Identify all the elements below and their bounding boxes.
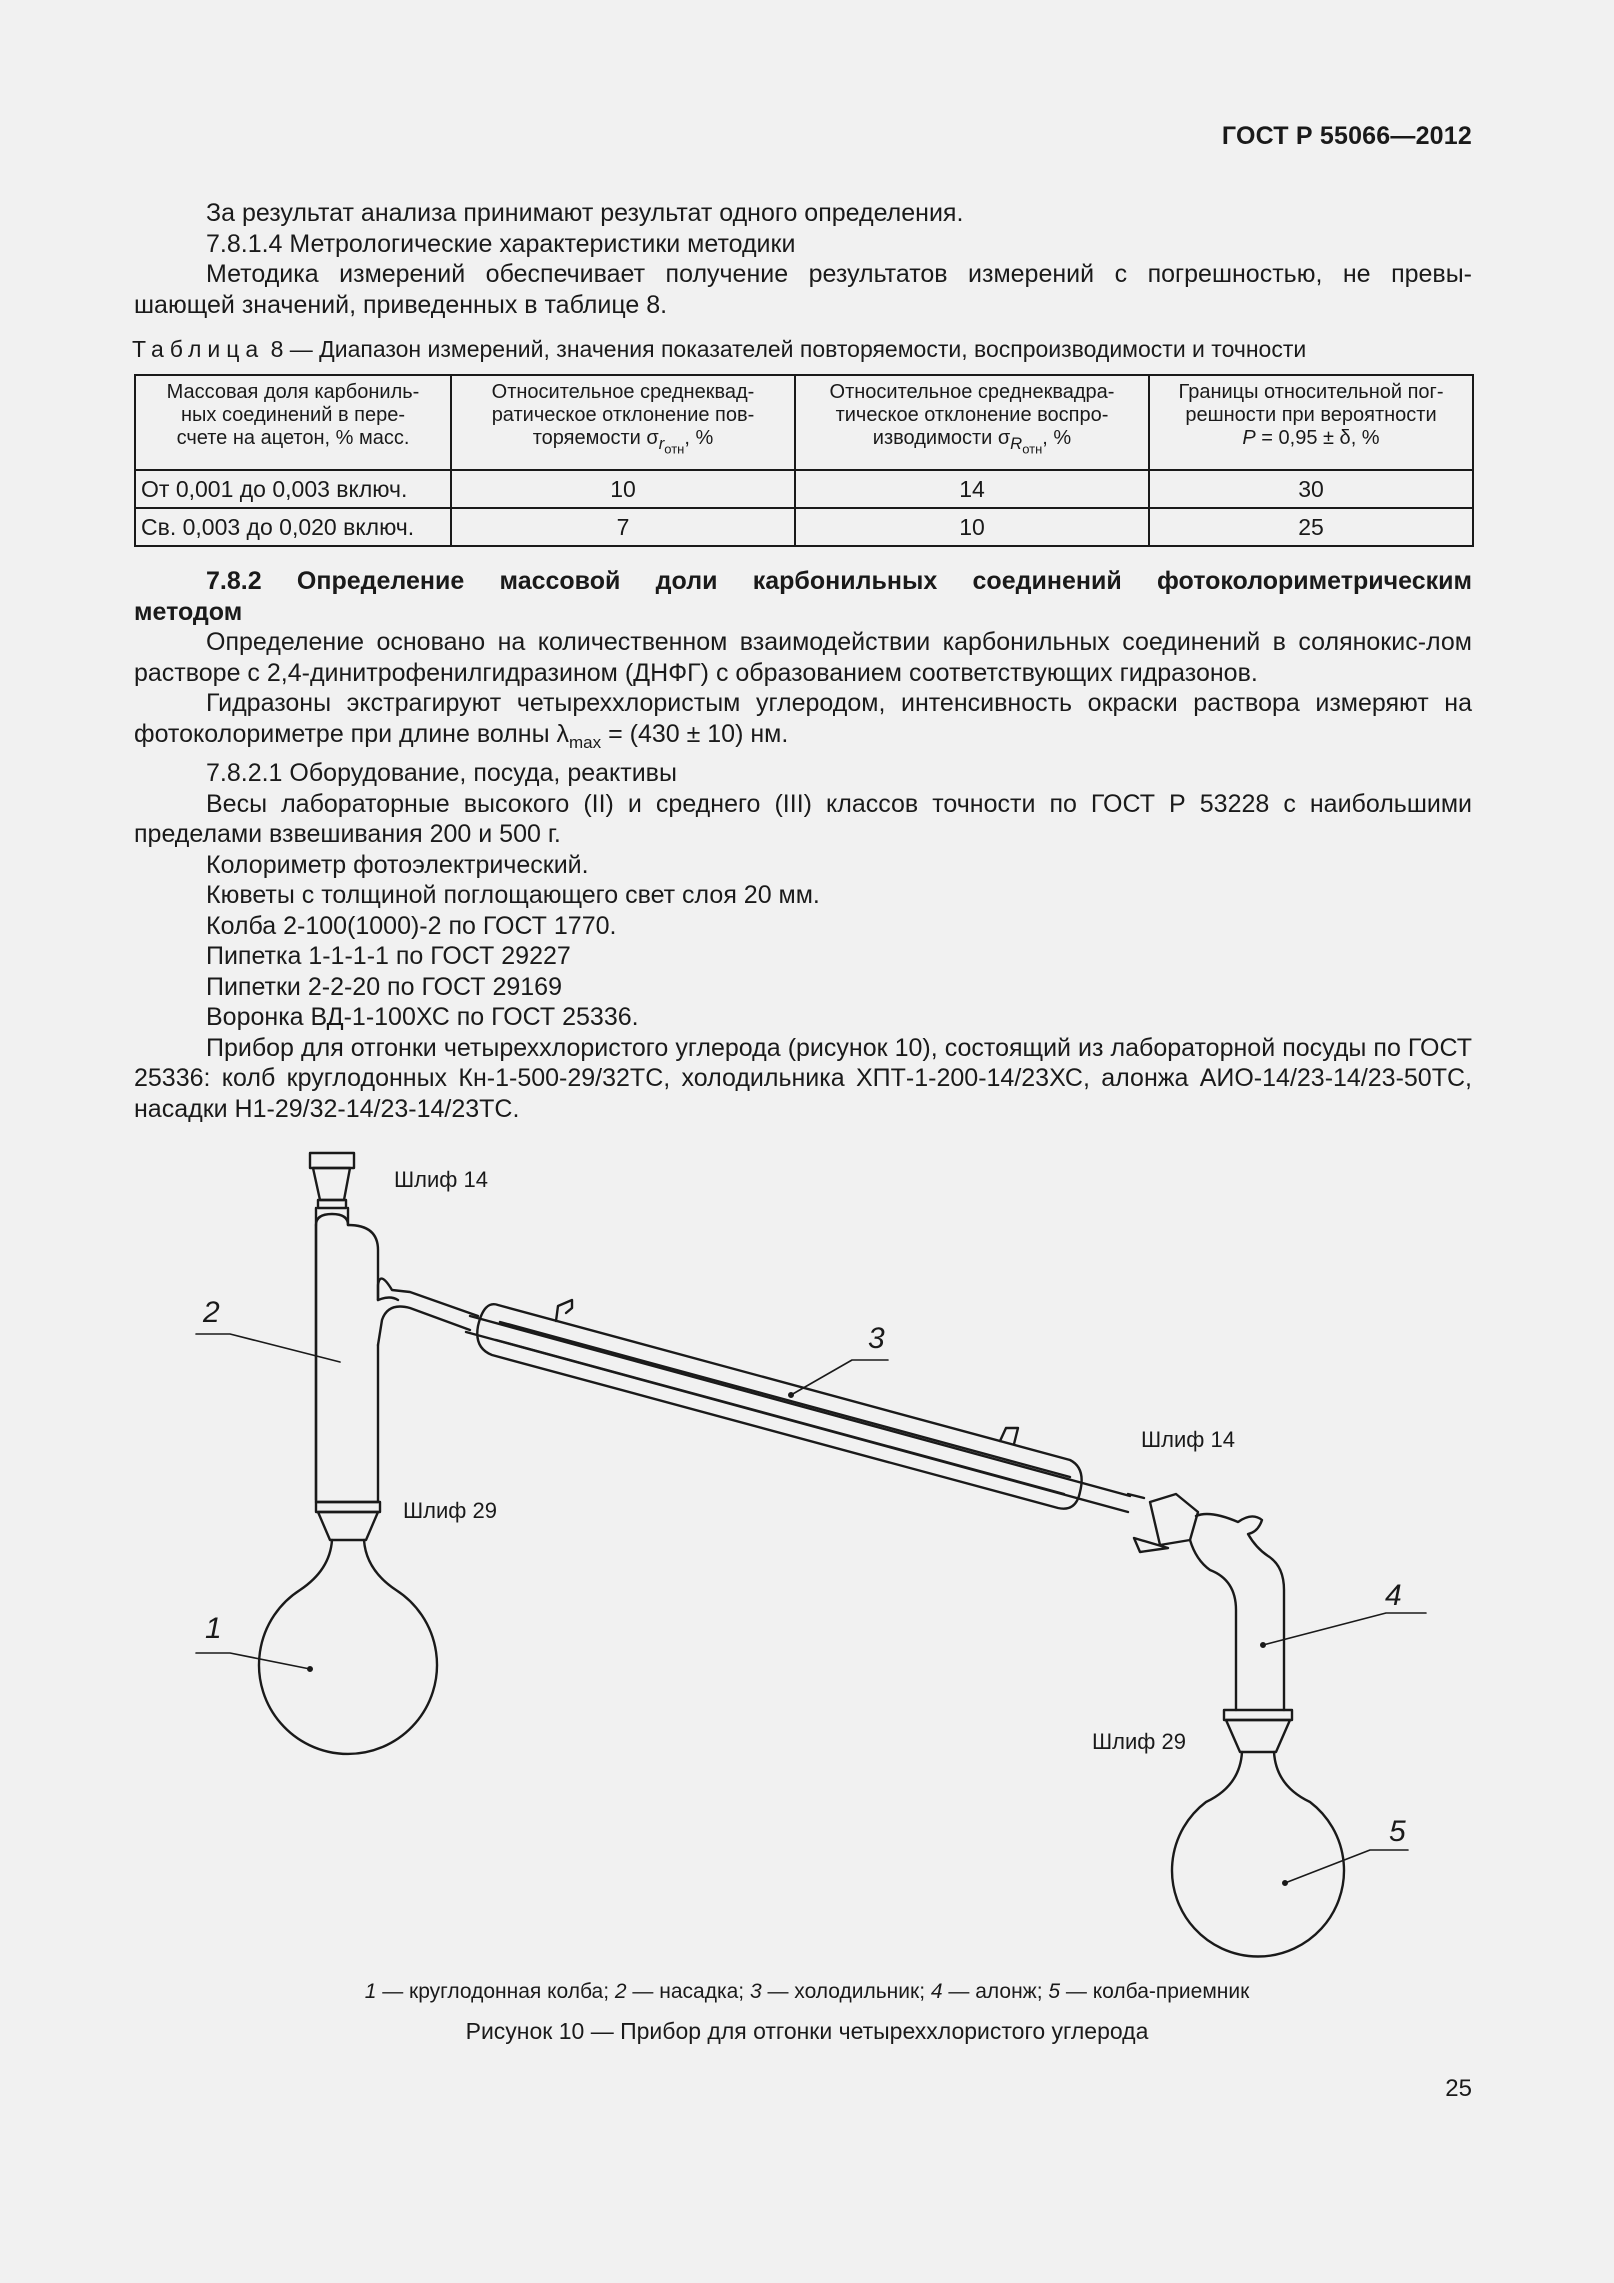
paragraph: шающей значений, приведенных в таблице 8. — [134, 290, 668, 319]
table-cell: 7 — [451, 508, 795, 546]
table-header-cell: Массовая доля карбониль- ных соединений в пере- счете на ацетон, % масс. — [135, 375, 451, 470]
label-joint-14-top: Шлиф 14 — [394, 1167, 488, 1192]
still-head — [316, 1208, 478, 1502]
standard-number: ГОСТ Р 55066—2012 — [1221, 122, 1472, 150]
table-header-cell: Относительное среднеквад- ратическое отклонение пов- торяемости $\sigma_{r_{отн}}$, % — [451, 375, 795, 470]
list-item: Колба 2-100(1000)-2 по ГОСТ 1770. — [206, 911, 617, 940]
leader-lines — [196, 1334, 1426, 1883]
figure-caption: Рисунок 10 — Прибор для отгонки четыреххлористого углерода — [465, 2018, 1149, 2044]
table-cell: От 0,001 до 0,003 включ. — [135, 470, 451, 508]
stopper-icon — [310, 1153, 354, 1208]
callout-5: 5 — [1389, 1815, 1406, 1848]
table-cell: 10 — [451, 470, 795, 508]
table-header-cell: Относительное среднеквадра- тическое отклонение воспро- изводимости $\sigma_{R_{отн}}$, % — [795, 375, 1149, 470]
paragraph: Методика измерений обеспечивает получение результатов измерений с погрешностью, не превы- — [206, 260, 1472, 288]
paragraph: Гидразоны экстрагируют четыреххлористым углеродом, интенсивность окраски раствора измеряют на фотоколориметре при длине волны $\lambda_{max} = (430 \pm 10)$ нм. — [134, 689, 1472, 752]
paragraph: Прибор для отгонки четыреххлористого углерода (рисунок 10), состоящий из лабораторной посуды по ГОСТ 25336: колб круглодонных Кн-1-500-29/32ТС, холодильника ХПТ-1-200-14/23ХС, алонжа АИО-14/23-14/23-50ТС, насадки Н1-29/32-14/23-14/23ТС. — [134, 1033, 1472, 1123]
section-heading-cont: методом — [134, 597, 243, 626]
subsection-heading: 7.8.2.1 Оборудование, посуда, реактивы — [206, 759, 677, 787]
round-flask-left — [259, 1540, 437, 1754]
subsection-heading: 7.8.1.4 Метрологические характеристики методики — [206, 229, 796, 258]
list-item: Пипетки 2-2-20 по ГОСТ 29169 — [206, 972, 562, 1001]
condenser — [466, 1300, 1130, 1512]
paragraph: За результат анализа принимают результат одного определения. — [206, 199, 964, 227]
list-item: Пипетка 1-1-1-1 по ГОСТ 29227 — [206, 942, 571, 970]
callout-2: 2 — [203, 1296, 220, 1329]
list-item: Колориметр фотоэлектрический. — [206, 850, 589, 879]
callout-4: 4 — [1385, 1579, 1402, 1612]
table-cell: 14 — [795, 470, 1149, 508]
table-header-cell: Границы относительной пог- решности при вероятности P = 0,95 ± δ, % — [1149, 375, 1473, 470]
callout-3: 3 — [868, 1322, 885, 1355]
round-flask-right — [1172, 1752, 1344, 1956]
table-cell: 25 — [1149, 508, 1473, 546]
paragraph: Весы лабораторные высокого (II) и среднего (III) классов точности по ГОСТ Р 53228 с наибольшими пределами взвешивания 200 и 500 г. — [134, 789, 1472, 848]
joint-14-right — [1128, 1494, 1198, 1552]
list-item: Кюветы с толщиной поглощающего свет слоя 20 мм. — [206, 881, 820, 909]
label-joint-29-right: Шлиф 29 — [1092, 1729, 1186, 1754]
table-cell: Св. 0,003 до 0,020 включ. — [135, 508, 451, 546]
section-heading: 7.8.2 Определение массовой доли карбонильных соединений фотоколориметрическим — [206, 567, 1472, 595]
page-number: 25 — [1445, 2075, 1472, 2102]
table-cell: 10 — [795, 508, 1149, 546]
list-item: Воронка ВД-1-100ХС по ГОСТ 25336. — [206, 1003, 639, 1031]
table-cell: 30 — [1149, 470, 1473, 508]
table-caption: Таблица 8 — Диапазон измерений, значения показателей повторяемости, воспроизводимости и точности — [132, 336, 1307, 362]
label-joint-29-left: Шлиф 29 — [403, 1498, 497, 1523]
label-joint-14-right: Шлиф 14 — [1141, 1427, 1235, 1452]
alonge — [1190, 1514, 1284, 1710]
figure-legend: 1 — круглодонная колба; 2 — насадка; 3 — холодильник; 4 — алонж; 5 — колба-приемник — [364, 1980, 1250, 2003]
paragraph: Определение основано на количественном взаимодействии карбонильных соединений в солянокис-лом растворе с 2,4-динитрофенилгидразином (ДНФГ) с образованием соответствующих гидразонов. — [134, 628, 1472, 687]
joint-29-left — [316, 1502, 380, 1540]
callout-1: 1 — [205, 1612, 222, 1645]
joint-29-right — [1224, 1710, 1292, 1752]
